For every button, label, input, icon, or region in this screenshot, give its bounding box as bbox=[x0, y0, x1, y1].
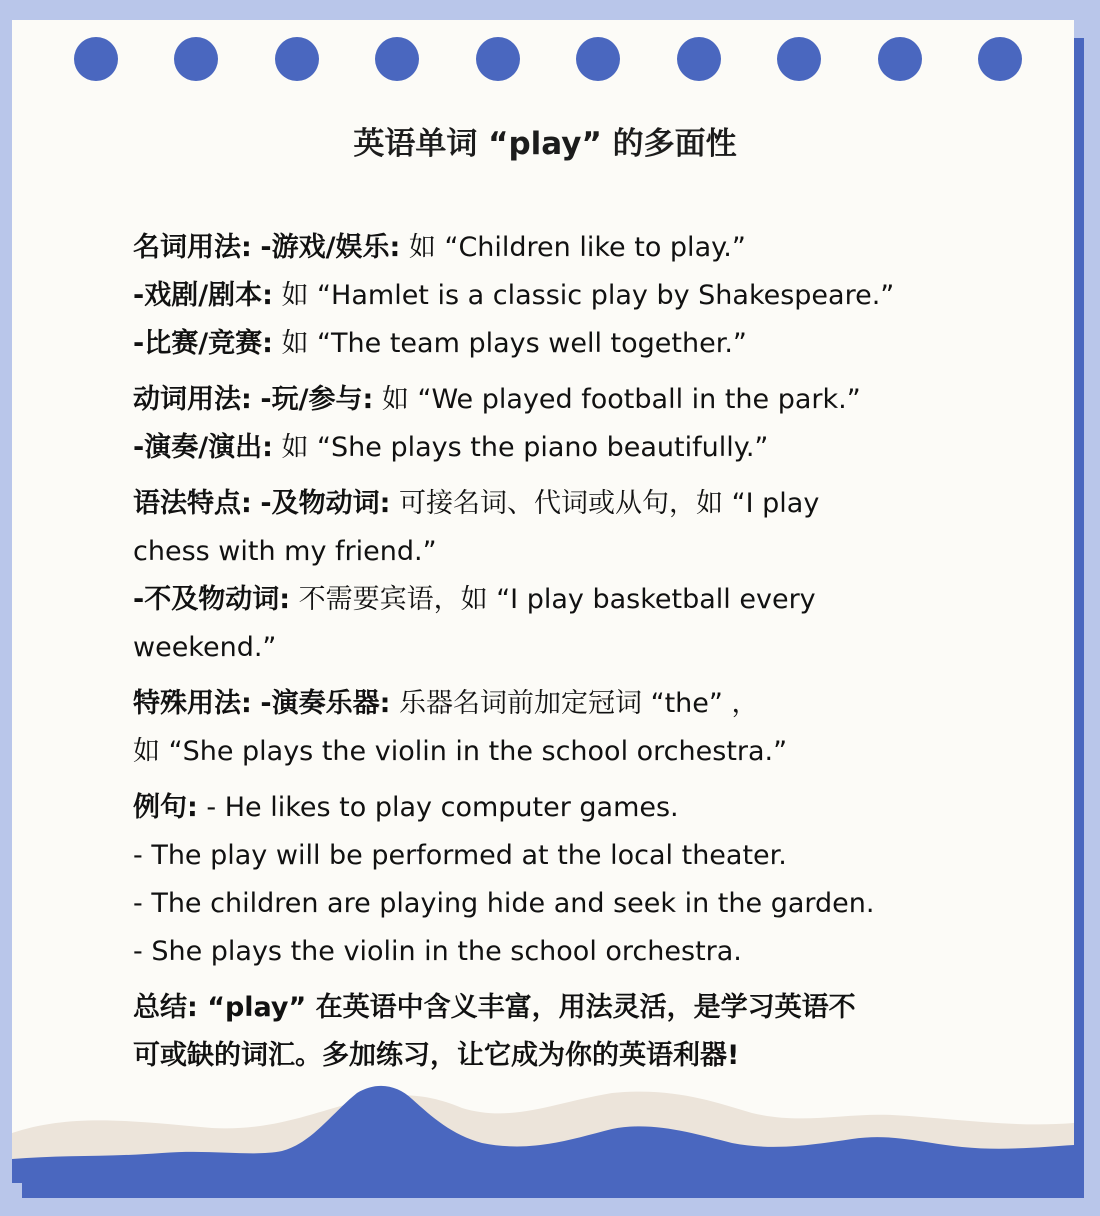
summary-line-1 bbox=[133, 984, 953, 1032]
binding-hole bbox=[677, 37, 721, 81]
noun-head-drama: -戏剧/剧本: bbox=[133, 280, 273, 311]
verb-label: 动词用法: bbox=[133, 384, 252, 415]
verb-text-perform: 如 “She plays the piano beautifully.” bbox=[281, 432, 769, 463]
verb-head-perform: -演奏/演出: bbox=[133, 432, 273, 463]
noun-text-drama: 如 “Hamlet is a classic play by Shakespeare.” bbox=[281, 280, 895, 311]
noun-text-game: 如 “Children like to play.” bbox=[408, 232, 746, 263]
noun-text-match: 如 “The team plays well together.” bbox=[281, 328, 747, 359]
verb-line-2 bbox=[133, 424, 953, 472]
grammar-line-4 bbox=[133, 624, 953, 672]
special-cont: 如 “She plays the violin in the school orchestra.” bbox=[133, 736, 788, 767]
grammar-line-1 bbox=[133, 480, 953, 528]
noun-line-2 bbox=[133, 272, 953, 320]
binding-hole bbox=[978, 37, 1022, 81]
noun-line-3 bbox=[133, 320, 953, 368]
mountain-decoration bbox=[12, 1073, 1074, 1183]
example-sentence-3: - The children are playing hide and seek in the garden. bbox=[133, 888, 875, 919]
binding-hole bbox=[878, 37, 922, 81]
binding-hole bbox=[777, 37, 821, 81]
verb-head-play: -玩/参与: bbox=[260, 384, 374, 415]
noun-label: 名词用法: bbox=[133, 232, 252, 263]
grammar-label: 语法特点: bbox=[133, 488, 252, 519]
special-line-2 bbox=[133, 728, 953, 776]
binding-hole bbox=[275, 37, 319, 81]
special-line-1 bbox=[133, 680, 953, 728]
noun-head-match: -比赛/竞赛: bbox=[133, 328, 273, 359]
content-body bbox=[133, 224, 953, 1080]
grammar-head-intransitive: -不及物动词: bbox=[133, 584, 291, 615]
verb-line-1 bbox=[133, 376, 953, 424]
examples-label: 例句: bbox=[133, 792, 198, 823]
examples-line-1 bbox=[133, 784, 953, 832]
grammar-text-intransitive: 不需要宾语，如 “I play basketball every bbox=[298, 584, 816, 615]
grammar-line-3 bbox=[133, 576, 953, 624]
special-label: 特殊用法: bbox=[133, 688, 252, 719]
special-head: -演奏乐器: bbox=[260, 688, 391, 719]
summary-label: 总结: bbox=[133, 992, 198, 1023]
example-sentence-1: - He likes to play computer games. bbox=[206, 792, 679, 823]
verb-text-play: 如 “We played football in the park.” bbox=[381, 384, 861, 415]
special-text: 乐器名词前加定冠词 “the” ， bbox=[399, 688, 759, 719]
binding-hole bbox=[74, 37, 118, 81]
grammar-cont-transitive: chess with my friend.” bbox=[133, 536, 437, 567]
example-sentence-4: - She plays the violin in the school orchestra. bbox=[133, 936, 742, 967]
summary-line-2 bbox=[133, 1032, 953, 1080]
grammar-head-transitive: -及物动词: bbox=[260, 488, 391, 519]
binding-hole bbox=[375, 37, 419, 81]
summary-cont: 可或缺的词汇。多加练习，让它成为你的英语利器! bbox=[133, 1040, 740, 1071]
grammar-line-2 bbox=[133, 528, 953, 576]
page-title: 英语单词 “play” 的多面性 bbox=[353, 126, 737, 162]
grammar-text-transitive: 可接名词、代词或从句，如 “I play bbox=[399, 488, 820, 519]
binding-hole bbox=[476, 37, 520, 81]
noun-head-game: -游戏/娱乐: bbox=[260, 232, 401, 263]
binding-hole bbox=[174, 37, 218, 81]
example-sentence-2: - The play will be performed at the local theater. bbox=[133, 840, 787, 871]
summary-text: “play” 在英语中含义丰富，用法灵活，是学习英语不 bbox=[207, 992, 856, 1023]
grammar-cont-intransitive: weekend.” bbox=[133, 632, 277, 663]
noun-line-1 bbox=[133, 224, 953, 272]
binding-hole bbox=[576, 37, 620, 81]
